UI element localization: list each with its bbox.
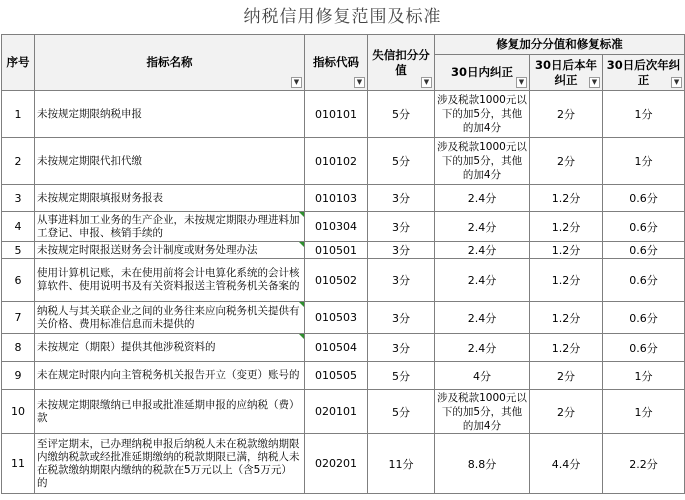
cell-seq[interactable]: 11: [2, 434, 35, 494]
cell-seq[interactable]: 2: [2, 138, 35, 185]
cell-after-30-next[interactable]: 0.6分: [603, 242, 685, 259]
cell-seq[interactable]: 3: [2, 185, 35, 212]
cell-points[interactable]: 5分: [368, 91, 435, 138]
comment-marker-icon: [299, 212, 304, 217]
cell-name[interactable]: 未按规定期限缴纳已申报或批准延期申报的应纳税（费）款: [35, 390, 305, 434]
cell-seq[interactable]: 4: [2, 212, 35, 242]
cell-after-30-same[interactable]: 1.2分: [530, 185, 603, 212]
cell-within-30[interactable]: 涉及税款1000元以下的加5分，其他的加4分: [435, 138, 530, 185]
cell-code[interactable]: 020201: [305, 434, 368, 494]
cell-name[interactable]: 未在规定时限内向主管税务机关报告开立（变更）账号的: [35, 362, 305, 390]
cell-after-30-same[interactable]: 4.4分: [530, 434, 603, 494]
filter-dropdown-icon[interactable]: ▼: [291, 77, 302, 88]
cell-after-30-same[interactable]: 1.2分: [530, 334, 603, 362]
cell-seq[interactable]: 1: [2, 91, 35, 138]
header-points[interactable]: 失信扣分分值 ▼: [368, 35, 435, 91]
cell-name[interactable]: 未按规定期限代扣代缴: [35, 138, 305, 185]
cell-points[interactable]: 3分: [368, 242, 435, 259]
table-row[interactable]: [2, 259, 685, 302]
filter-dropdown-icon[interactable]: ▼: [671, 77, 682, 88]
cell-after-30-same[interactable]: 2分: [530, 138, 603, 185]
filter-dropdown-icon[interactable]: ▼: [516, 77, 527, 88]
cell-within-30[interactable]: 涉及税款1000元以下的加5分，其他的加4分: [435, 390, 530, 434]
cell-after-30-next[interactable]: 0.6分: [603, 334, 685, 362]
cell-after-30-next[interactable]: 1分: [603, 138, 685, 185]
cell-seq[interactable]: 10: [2, 390, 35, 434]
cell-within-30[interactable]: 2.4分: [435, 334, 530, 362]
cell-name[interactable]: 使用计算机记账，未在使用前将会计电算化系统的会计核算软件、使用说明书及有关资料报送主管税务机关备案的: [35, 259, 305, 302]
table-row[interactable]: [2, 91, 685, 138]
cell-within-30[interactable]: 2.4分: [435, 242, 530, 259]
header-after-30-same-year[interactable]: 30日后本年纠正 ▼: [530, 55, 603, 91]
cell-points[interactable]: 5分: [368, 390, 435, 434]
cell-within-30[interactable]: 2.4分: [435, 302, 530, 334]
cell-points[interactable]: 3分: [368, 334, 435, 362]
header-repair-group[interactable]: 修复加分分值和修复标准: [435, 35, 685, 55]
filter-dropdown-icon[interactable]: ▼: [421, 77, 432, 88]
cell-after-30-same[interactable]: 1.2分: [530, 212, 603, 242]
comment-marker-icon: [299, 302, 304, 307]
repair-standard-table: [1, 34, 685, 494]
cell-name[interactable]: 未按规定时限报送财务会计制度或财务处理办法: [35, 242, 305, 259]
cell-after-30-next[interactable]: 0.6分: [603, 302, 685, 334]
table-row[interactable]: [2, 334, 685, 362]
table-row[interactable]: [2, 185, 685, 212]
cell-code[interactable]: 010101: [305, 91, 368, 138]
header-name[interactable]: 指标名称 ▼: [35, 35, 305, 91]
cell-after-30-next[interactable]: 1分: [603, 91, 685, 138]
cell-name[interactable]: 至评定期末，已办理纳税申报后纳税人未在税款缴纳期限内缴纳税款或经批准延期缴纳的税款期限已满，纳税人未在税款缴纳期限内缴纳的税款在5万元以上（含5万元）的: [35, 434, 305, 494]
filter-dropdown-icon[interactable]: ▼: [589, 77, 600, 88]
cell-name[interactable]: 纳税人与其关联企业之间的业务往来应向税务机关提供有关价格、费用标准信息而未提供的: [35, 302, 305, 334]
cell-within-30[interactable]: 2.4分: [435, 212, 530, 242]
cell-within-30[interactable]: 8.8分: [435, 434, 530, 494]
cell-after-30-same[interactable]: 2分: [530, 390, 603, 434]
table-row[interactable]: [2, 302, 685, 334]
cell-within-30[interactable]: 4分: [435, 362, 530, 390]
cell-after-30-same[interactable]: 1.2分: [530, 242, 603, 259]
cell-name[interactable]: 从事进料加工业务的生产企业，未按规定期限办理进料加工登记、申报、核销手续的: [35, 212, 305, 242]
cell-seq[interactable]: 7: [2, 302, 35, 334]
table-row[interactable]: [2, 390, 685, 434]
cell-within-30[interactable]: 2.4分: [435, 185, 530, 212]
cell-points[interactable]: 3分: [368, 259, 435, 302]
cell-code[interactable]: 010103: [305, 185, 368, 212]
cell-code[interactable]: 020101: [305, 390, 368, 434]
header-within-30-days[interactable]: 30日内纠正 ▼: [435, 55, 530, 91]
header-seq[interactable]: 序号: [2, 35, 35, 91]
cell-code[interactable]: 010504: [305, 334, 368, 362]
cell-after-30-next[interactable]: 1分: [603, 390, 685, 434]
cell-after-30-same[interactable]: 1.2分: [530, 259, 603, 302]
table-row[interactable]: [2, 434, 685, 494]
cell-code[interactable]: 010505: [305, 362, 368, 390]
cell-seq[interactable]: 9: [2, 362, 35, 390]
cell-points[interactable]: 3分: [368, 185, 435, 212]
cell-points[interactable]: 3分: [368, 302, 435, 334]
cell-after-30-same[interactable]: 1.2分: [530, 302, 603, 334]
sheet-title: 纳税信用修复范围及标准: [243, 7, 442, 27]
table-row[interactable]: [2, 242, 685, 259]
cell-after-30-next[interactable]: 0.6分: [603, 212, 685, 242]
header-code[interactable]: 指标代码 ▼: [305, 35, 368, 91]
cell-after-30-next[interactable]: 2.2分: [603, 434, 685, 494]
cell-seq[interactable]: 8: [2, 334, 35, 362]
filter-dropdown-icon[interactable]: ▼: [354, 77, 365, 88]
cell-within-30[interactable]: 2.4分: [435, 259, 530, 302]
cell-code[interactable]: 010502: [305, 259, 368, 302]
cell-points[interactable]: 5分: [368, 138, 435, 185]
table-row[interactable]: [2, 212, 685, 242]
cell-name[interactable]: 未按规定期限纳税申报: [35, 91, 305, 138]
cell-after-30-next[interactable]: 0.6分: [603, 259, 685, 302]
cell-points[interactable]: 11分: [368, 434, 435, 494]
table-row[interactable]: [2, 362, 685, 390]
cell-name[interactable]: 未按规定（期限）提供其他涉税资料的: [35, 334, 305, 362]
cell-after-30-next[interactable]: 0.6分: [603, 185, 685, 212]
cell-seq[interactable]: 6: [2, 259, 35, 302]
cell-points[interactable]: 5分: [368, 362, 435, 390]
cell-within-30[interactable]: 涉及税款1000元以下的加5分，其他的加4分: [435, 91, 530, 138]
cell-seq[interactable]: 5: [2, 242, 35, 259]
cell-code[interactable]: 010304: [305, 212, 368, 242]
header-after-30-next-year[interactable]: 30日后次年纠正 ▼: [603, 55, 685, 91]
cell-code[interactable]: 010102: [305, 138, 368, 185]
cell-name[interactable]: 未按规定期限填报财务报表: [35, 185, 305, 212]
cell-points[interactable]: 3分: [368, 212, 435, 242]
cell-after-30-next[interactable]: 1分: [603, 362, 685, 390]
comment-marker-icon: [299, 242, 304, 247]
table-row[interactable]: [2, 138, 685, 185]
cell-after-30-same[interactable]: 2分: [530, 91, 603, 138]
comment-marker-icon: [299, 334, 304, 339]
cell-after-30-same[interactable]: 2分: [530, 362, 603, 390]
cell-code[interactable]: 010503: [305, 302, 368, 334]
cell-code[interactable]: 010501: [305, 242, 368, 259]
